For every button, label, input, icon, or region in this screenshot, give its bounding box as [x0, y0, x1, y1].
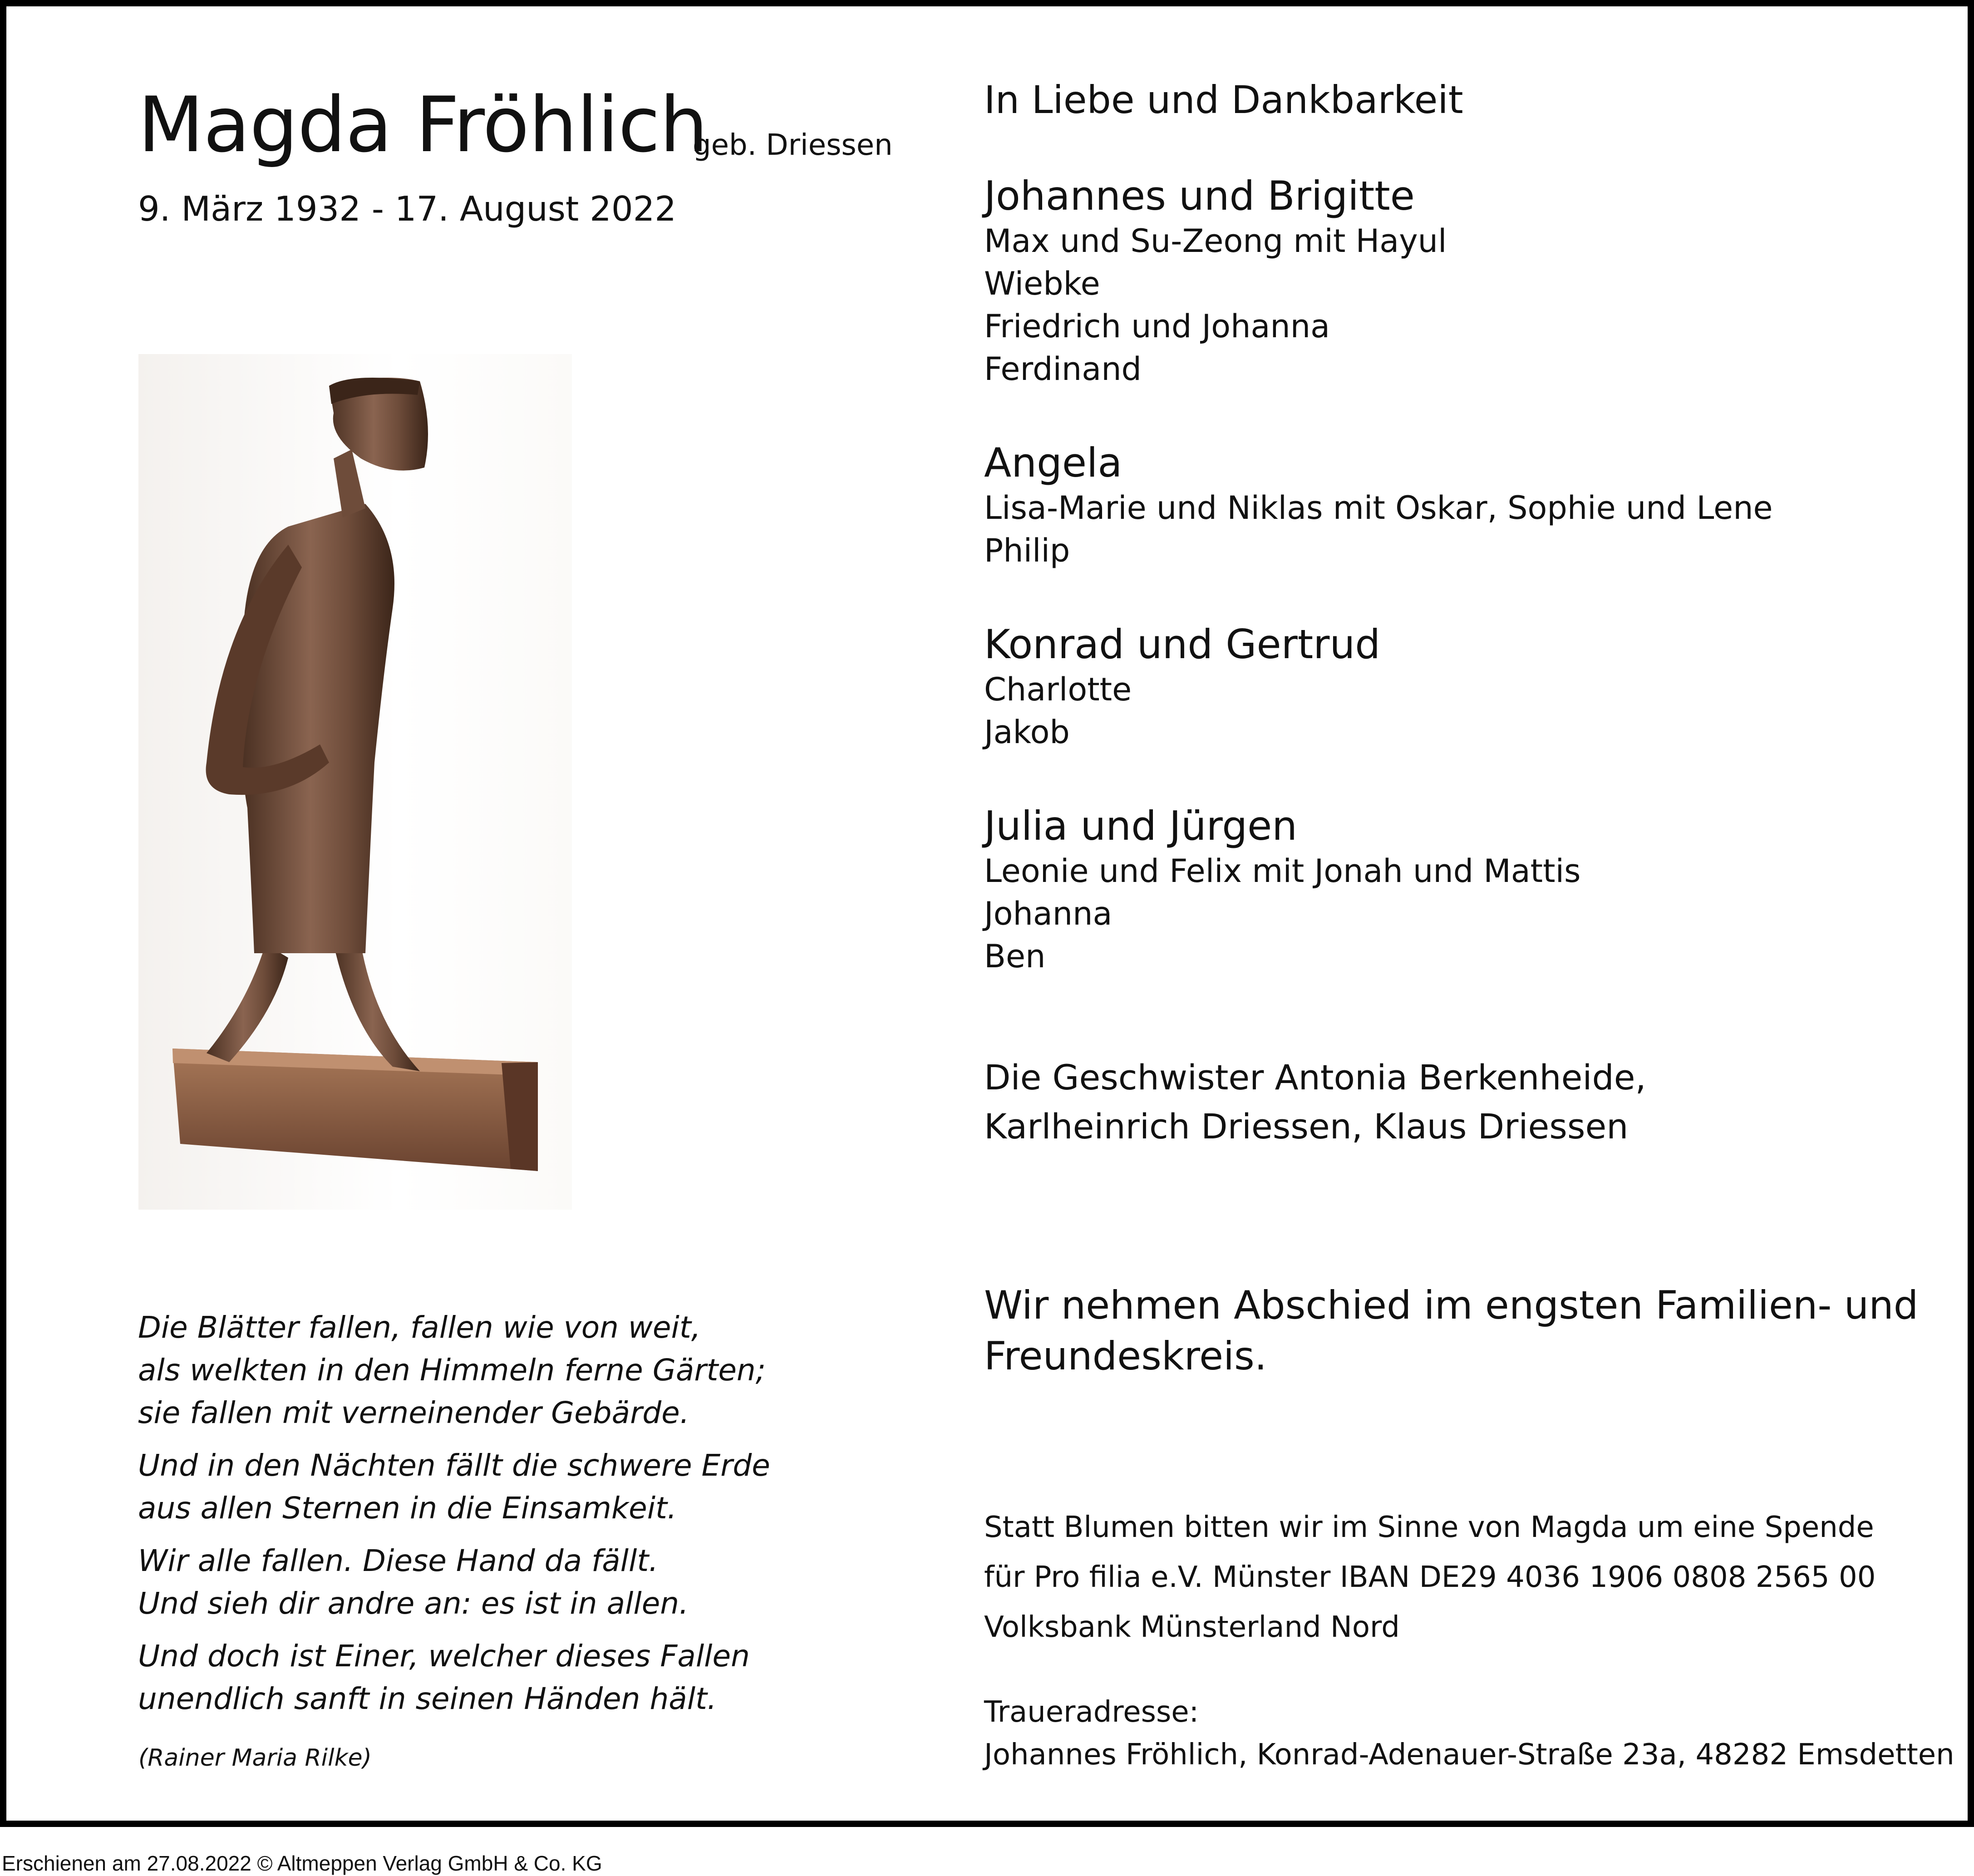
mourners-intro: In Liebe und Dankbarkeit	[984, 78, 1463, 122]
maiden-name: geb. Driessen	[693, 128, 893, 162]
family-member: Friedrich und Johanna	[984, 308, 1330, 345]
poem-stanza	[138, 1635, 770, 1720]
sculpture-photo	[138, 354, 572, 1210]
poem-line: Die Blätter fallen, fallen wie von weit,	[138, 1310, 701, 1345]
poem-line: als welkten in den Himmeln ferne Gärten;	[138, 1353, 766, 1388]
poem-line: unendlich sanft in seinen Händen hält.	[138, 1681, 717, 1716]
poem-line: Und in den Nächten fällt die schwere Erde	[138, 1448, 770, 1483]
mourning-address	[984, 1691, 1954, 1776]
family-group	[984, 172, 1447, 390]
family-head: Johannes und Brigitte	[984, 172, 1415, 219]
life-dates: 9. März 1932 - 17. August 2022	[138, 189, 677, 229]
deceased-name: Magda Fröhlich	[138, 80, 708, 169]
siblings	[984, 1053, 1646, 1151]
family-head: Julia und Jürgen	[984, 803, 1298, 849]
family-group	[984, 803, 1580, 978]
poem-line: aus allen Sternen in die Einsamkeit.	[138, 1491, 677, 1526]
address-text: Johannes Fröhlich, Konrad-Adenauer-Straße 23a, 48282 Emsdetten	[984, 1738, 1954, 1772]
family-head: Konrad und Gertrud	[984, 621, 1381, 668]
family-member: Ben	[984, 938, 1046, 975]
family-member: Philip	[984, 532, 1070, 569]
family-member: Ferdinand	[984, 350, 1142, 388]
poem-line: Wir alle fallen. Diese Hand da fällt.	[138, 1543, 659, 1578]
bronze-sculpture-icon	[138, 354, 572, 1210]
poem-line: sie fallen mit verneinender Gebärde.	[138, 1395, 689, 1430]
siblings-line: Karlheinrich Driessen, Klaus Driessen	[984, 1106, 1629, 1147]
poem-line: Und sieh dir andre an: es ist in allen.	[138, 1586, 689, 1621]
farewell-note	[984, 1280, 1918, 1382]
siblings-line: Die Geschwister Antonia Berkenheide,	[984, 1057, 1646, 1098]
address-label: Traueradresse:	[984, 1695, 1199, 1729]
family-member: Wiebke	[984, 265, 1100, 302]
poem-stanza	[138, 1540, 770, 1625]
publication-footer: Erschienen am 27.08.2022 © Altmeppen Verlag GmbH & Co. KG	[2, 1851, 602, 1875]
family-group	[984, 621, 1380, 753]
family-member: Jakob	[984, 714, 1070, 751]
family-member: Johanna	[984, 895, 1113, 932]
family-member: Lisa-Marie und Niklas mit Oskar, Sophie und Lene	[984, 489, 1773, 527]
donation-line: Volksbank Münsterland Nord	[984, 1610, 1400, 1644]
farewell-line: Freundeskreis.	[984, 1334, 1267, 1379]
family-member: Leonie und Felix mit Jonah und Mattis	[984, 852, 1581, 890]
poem-line: Und doch ist Einer, welcher dieses Fallen	[138, 1639, 750, 1674]
family-head: Angela	[984, 439, 1122, 486]
family-member: Max und Su-Zeong mit Hayul	[984, 222, 1447, 260]
family-group	[984, 439, 1773, 572]
donation-request	[984, 1502, 1876, 1652]
poem-stanza	[138, 1306, 770, 1434]
poem-stanza	[138, 1444, 770, 1530]
farewell-line: Wir nehmen Abschied im engsten Familien- und	[984, 1283, 1919, 1328]
poem	[138, 1306, 770, 1730]
poem-author: (Rainer Maria Rilke)	[138, 1744, 372, 1772]
donation-line: für Pro filia e.V. Münster IBAN DE29 4036 1906 0808 2565 00	[984, 1561, 1876, 1594]
donation-line: Statt Blumen bitten wir im Sinne von Magda um eine Spende	[984, 1511, 1874, 1544]
family-member: Charlotte	[984, 671, 1132, 708]
